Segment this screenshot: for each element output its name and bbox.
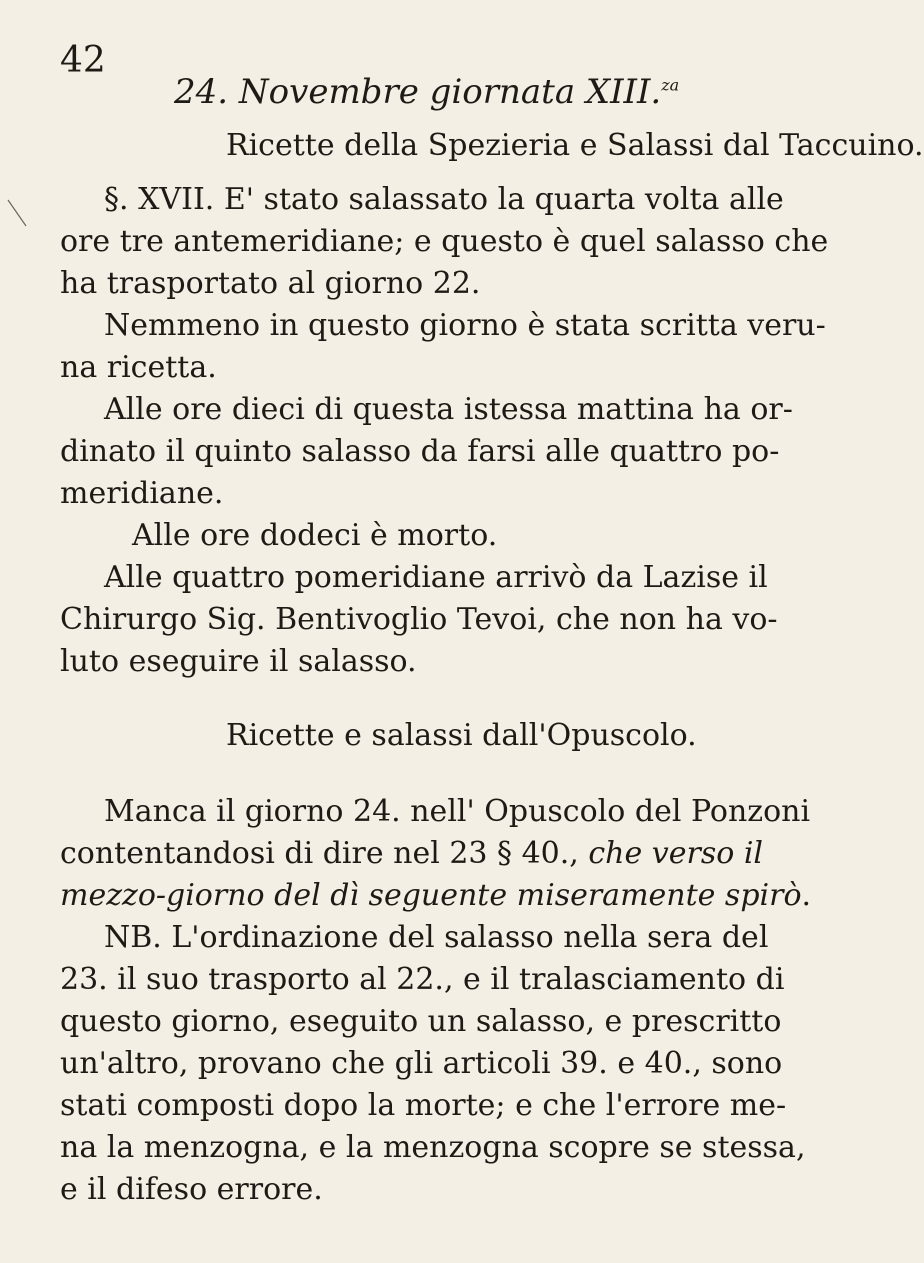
italic-quote: mezzo-giorno del dì seguente miseramente spirò	[60, 878, 802, 913]
text-line: Alle ore dieci di questa istessa mattina ha or-	[104, 392, 793, 427]
page-number: 42	[60, 40, 106, 81]
text-span: .	[801, 878, 812, 913]
text-line: e il difeso errore.	[60, 1172, 323, 1207]
section1-title: Ricette della Spezieria e Salassi dal Taccuino.	[226, 128, 924, 163]
text-line: luto eseguire il salasso.	[60, 644, 417, 679]
text-line: 23. il suo trasporto al 22., e il tralasciamento di	[60, 962, 785, 997]
text-line: §. XVII. E' stato salassato la quarta volta alle	[104, 182, 784, 217]
heading-title: Novembre giornata XIII.	[238, 72, 662, 112]
text-line: meridiane.	[60, 476, 224, 511]
text-line: Chirurgo Sig. Bentivoglio Tevoi, che non ha vo-	[60, 602, 778, 637]
text-line: ore tre antemeridiane; e questo è quel salasso che	[60, 224, 829, 259]
text-line: Manca il giorno 24. nell' Opuscolo del Ponzoni	[104, 794, 811, 829]
text-line: stati composti dopo la morte; e che l'errore me-	[60, 1088, 787, 1123]
text-line: Alle quattro pomeridiane arrivò da Lazise il	[104, 560, 768, 595]
text-line: ha trasportato al giorno 22.	[60, 266, 481, 301]
text-line: dinato il quinto salasso da farsi alle quattro po-	[60, 434, 780, 469]
text-span: contentandosi di dire nel 23 § 40.,	[60, 836, 589, 871]
text-line: na ricetta.	[60, 350, 217, 385]
text-line: un'altro, provano che gli articoli 39. e 40., sono	[60, 1046, 783, 1081]
section2-title: Ricette e salassi dall'Opuscolo.	[226, 718, 697, 753]
italic-quote: che verso il	[588, 836, 764, 871]
text-line: NB. L'ordinazione del salasso nella sera del	[104, 920, 769, 955]
chapter-heading	[174, 72, 679, 112]
text-line: Alle ore dodeci è morto.	[132, 518, 498, 553]
text-line: questo giorno, eseguito un salasso, e prescritto	[60, 1004, 782, 1039]
heading-date: 24.	[174, 72, 239, 112]
margin-pencil-mark	[6, 198, 30, 230]
text-line: na la menzogna, e la menzogna scopre se stessa,	[60, 1130, 806, 1165]
text-line	[60, 834, 764, 874]
text-line: Nemmeno in questo giorno è stata scritta veru-	[104, 308, 826, 343]
text-line	[60, 876, 812, 916]
heading-title-superscript: za	[661, 75, 680, 95]
